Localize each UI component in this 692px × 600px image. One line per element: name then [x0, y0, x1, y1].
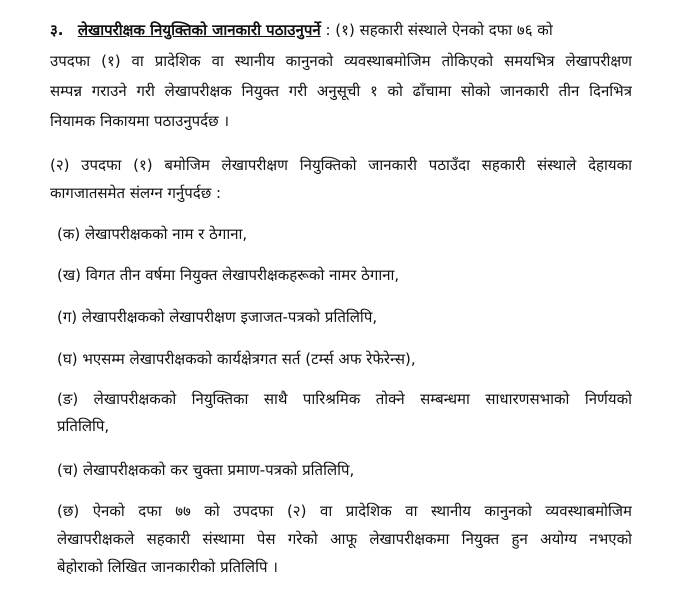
list-item-cha: (च) लेखापरीक्षकको कर चुक्ता प्रमाण-पत्रको प्रतिलिपि, [57, 461, 355, 479]
section-heading-line [50, 20, 553, 40]
subsection-2-line-2: कागजातसमेत संलग्न गर्नुपर्दछ : [50, 184, 222, 202]
list-item-chha-line-3: बेहोराको लिखित जानकारीको प्रतिलिपि । [57, 558, 278, 576]
subsection-2-line-1: (२) उपदफा (१) बमोजिम लेखापरीक्षण नियुक्तिको जानकारी पठाउँदा सहकारी संस्थाले देहायका [50, 156, 632, 174]
section-line1-rest: (१) सहकारी संस्थाले ऐनको दफा ७६ को [335, 21, 553, 39]
section-line-4: नियामक निकायमा पठाउनुपर्दछ । [50, 112, 230, 130]
list-item-nga-line-1: (ङ) लेखापरीक्षकको नियुक्तिका साथै पारिश्रमिक तोक्ने सम्बन्धमा साधारणसभाको निर्णयको [57, 390, 632, 408]
list-item-chha-line-2: लेखापरीक्षकले सहकारी संस्थामा पेस गरेको आफू लेखापरीक्षकमा नियुक्त हुन अयोग्य नभएको [57, 530, 632, 548]
list-item-gha: (घ) भएसम्म लेखापरीक्षकको कार्यक्षेत्रगत सर्त (टर्म्स अफ रेफेरेन्स), [57, 350, 416, 368]
list-item-ka: (क) लेखापरीक्षकको नाम र ठेगाना, [57, 225, 248, 243]
list-item-ga: (ग) लेखापरीक्षकको लेखापरीक्षण इजाजत-पत्रको प्रतिलिपि, [57, 308, 378, 326]
list-item-chha-line-1: (छ) ऐनको दफा ७७ को उपदफा (२) वा प्रादेशिक वा स्थानीय कानुनको व्यवस्थाबमोजिम [57, 502, 632, 520]
list-item-kha: (ख) विगत तीन वर्षमा नियुक्त लेखापरीक्षकहरूको नामर ठेगाना, [57, 266, 400, 284]
section-colon: : [320, 21, 331, 39]
section-title: लेखापरीक्षक नियुक्तिको जानकारी पठाउनुपर्ने [77, 21, 321, 39]
section-number: ३. [50, 21, 64, 39]
section-line-3: सम्पन्न गराउने गरी लेखापरीक्षक नियुक्त गरी अनुसूची १ को ढाँचामा सोको जानकारी तीन दिनभित्र [50, 82, 632, 100]
list-item-nga-line-2: प्रतिलिपि, [57, 417, 110, 435]
section-line-2: उपदफा (१) वा प्रादेशिक वा स्थानीय कानुनको व्यवस्थाबमोजिम तोकिएको समयभित्र लेखापरीक्षण [50, 52, 632, 70]
